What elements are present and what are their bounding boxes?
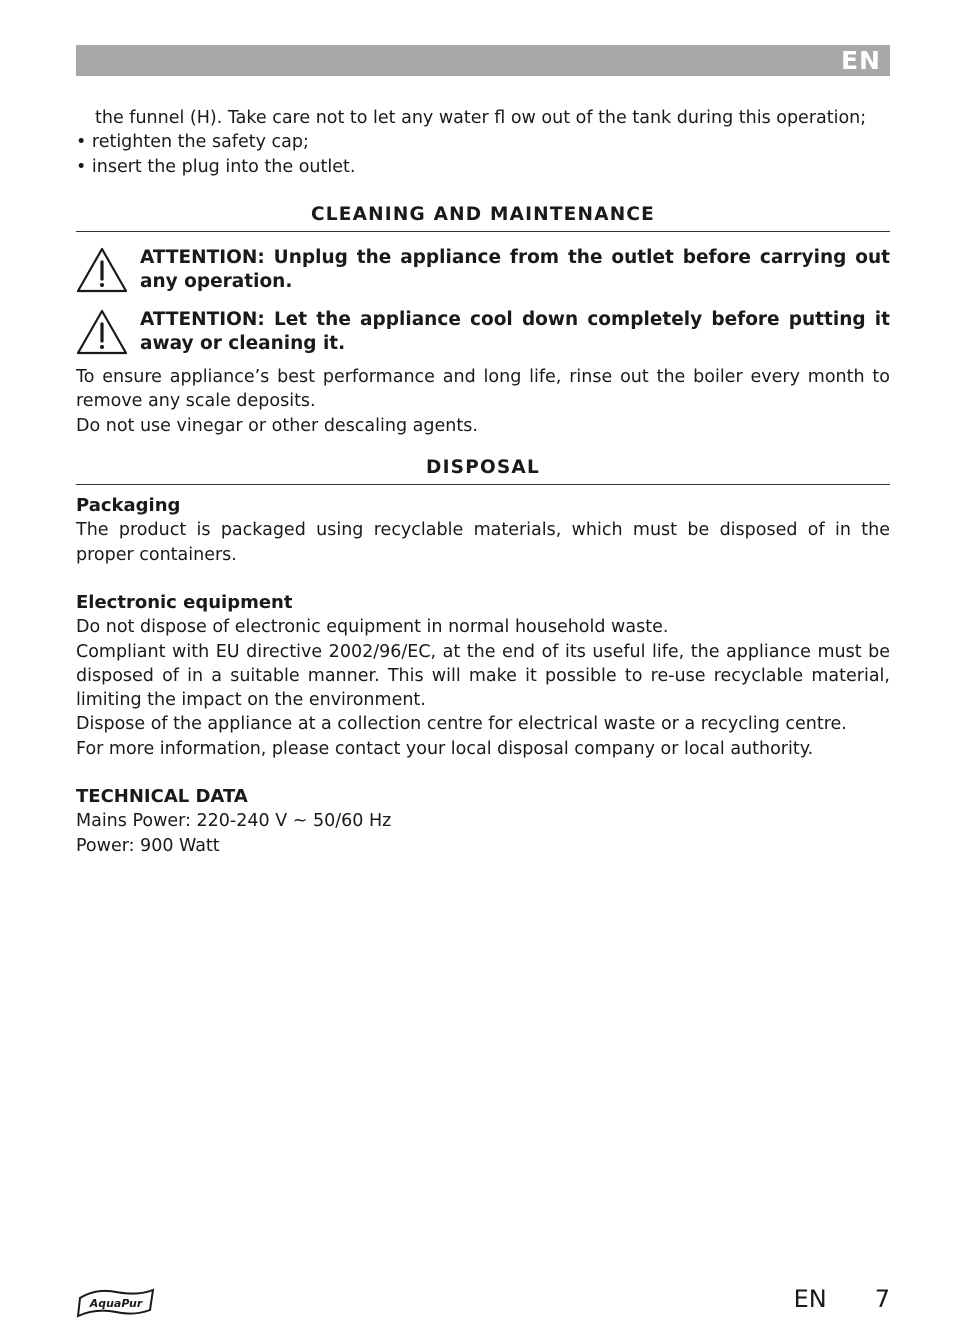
cleaning-paragraph: Do not use vinegar or other descaling agents. [76, 415, 478, 436]
packaging-paragraph: The product is packaged using recyclable materials, which must be disposed of in the proper containers. [76, 520, 890, 565]
language-code: EN [840, 46, 881, 75]
cleaning-paragraph: To ensure appliance’s best performance and long life, rinse out the boiler every month to remove any scale deposits. [76, 367, 890, 412]
subheading-electronic: Electronic equipment [76, 592, 293, 613]
warning-triangle-icon [76, 308, 128, 356]
disposal-packaging [76, 494, 890, 567]
electronic-paragraph: Dispose of the appliance at a collection centre for electrical waste or a recycling centre. [76, 714, 847, 735]
technical-data [76, 785, 890, 858]
subheading-packaging: Packaging [76, 495, 181, 516]
warning-text: ATTENTION: Let the appliance cool down completely before putting it away or cleaning it. [140, 309, 890, 355]
instruction-bullet: • insert the plug into the outlet. [76, 156, 356, 177]
warning-block-unplug [76, 246, 890, 295]
technical-power: Power: 900 Watt [76, 835, 220, 856]
section-title-disposal: DISPOSAL [76, 456, 890, 485]
instruction-continuation: the funnel (H). Take care not to let any water fl ow out of the tank during this operation; [95, 108, 867, 128]
electronic-paragraph: Do not dispose of electronic equipment in normal household waste. [76, 617, 669, 638]
electronic-paragraph: Compliant with EU directive 2002/96/EC, at the end of its useful life, the appliance must be disposed of in a suitable manner. This will make it possible to re-use recyclable material, limiting the impact on the environment. [76, 641, 890, 711]
instruction-bullet: • retighten the safety cap; [76, 132, 309, 153]
cleaning-paragraphs [76, 365, 890, 438]
language-header-bar [76, 45, 890, 76]
subheading-technical: TECHNICAL DATA [76, 786, 248, 807]
footer-language: EN [793, 1285, 827, 1313]
section-title-cleaning: CLEANING AND MAINTENANCE [76, 203, 890, 232]
technical-mains: Mains Power: 220-240 V ~ 50/60 Hz [76, 811, 392, 832]
electronic-paragraph: For more information, please contact your local disposal company or local authority. [76, 738, 814, 759]
aquapur-logo [76, 1284, 156, 1320]
warning-text: ATTENTION: Unplug the appliance from the outlet before carrying out any operation. [140, 247, 890, 293]
logo-text: AquaPur [89, 1297, 143, 1310]
warning-block-cool-down [76, 308, 890, 357]
page-footer [794, 1285, 890, 1313]
disposal-electronic [76, 591, 890, 761]
intro-instructions [76, 106, 890, 179]
page-number: 7 [874, 1285, 890, 1313]
warning-triangle-icon [76, 246, 128, 294]
